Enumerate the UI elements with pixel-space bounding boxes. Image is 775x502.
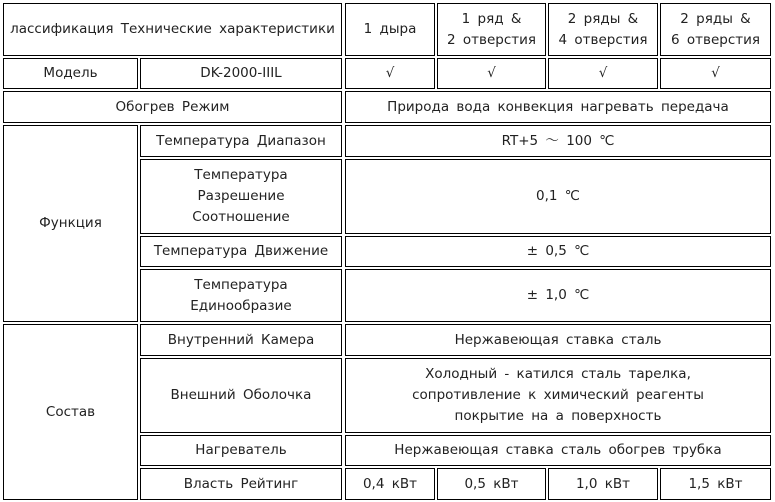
function-row-2-name-line-2: Разрешение	[197, 188, 285, 204]
model-check-1	[345, 58, 435, 89]
header-col-3-line-1: 2 ряды &	[567, 10, 639, 27]
composition-row-2-value-line-1: Холодный - катился сталь тарелка,	[425, 366, 691, 382]
composition-row-1-name-line-1: Внутренний Камера	[167, 331, 315, 348]
function-row-1-name-line-1: Температура Диапазон	[156, 132, 326, 149]
power-rating-name-text: Власть Рейтинг	[183, 475, 299, 492]
power-rating-value-1	[345, 468, 435, 500]
function-row-1-value-text: RT+5 〜 100 ℃	[501, 132, 615, 149]
check-mark: √	[598, 65, 608, 81]
header-classification-text: лассификация Технические характеристики	[10, 21, 335, 37]
power-rating-value-4-text: 1,5 кВт	[688, 475, 743, 492]
model-value	[140, 58, 342, 89]
check-mark: √	[711, 65, 720, 81]
power-rating-value-4	[660, 468, 771, 500]
power-rating-value-1-text: 0,4 кВт	[362, 475, 418, 492]
composition-row-3-name	[140, 435, 342, 466]
function-row-3-value	[345, 236, 771, 267]
composition-row-2-name	[140, 358, 342, 433]
function-row-1-name	[140, 125, 342, 157]
composition-row-2-value-line-2: сопротивление к химический реагенты	[412, 387, 704, 403]
function-row-2-value-text: 0,1 ℃	[536, 188, 580, 204]
function-row-4-value-text: ± 1,0 ℃	[526, 287, 590, 303]
function-row-2-name-line-3: Соотношение	[192, 209, 290, 225]
header-col-3	[548, 3, 658, 56]
function-row-3-name-line-1: Температура Движение	[153, 243, 329, 259]
power-rating-value-3-text: 1,0 кВт	[575, 475, 631, 492]
header-col-4-line-1: 2 ряды &	[680, 10, 751, 27]
header-col-1	[345, 3, 435, 56]
composition-row-1-name	[140, 324, 342, 356]
function-label	[3, 125, 138, 322]
composition-row-3-value-text: Нержавеющая ставка сталь обогрев трубка	[394, 442, 722, 458]
heating-value	[345, 91, 771, 123]
power-rating-value-2	[437, 468, 546, 500]
model-label-text: Модель	[43, 65, 98, 81]
function-row-3-name	[140, 236, 342, 267]
composition-row-2-value-line-3: покрытие на а поверхность	[454, 408, 662, 424]
header-col-4	[660, 3, 771, 56]
function-label-text: Функция	[39, 215, 102, 231]
function-row-4-name-line-2: Единообразие	[190, 297, 292, 314]
model-check-2	[437, 58, 546, 89]
function-row-1-value	[345, 125, 771, 157]
header-col-1-line-1: 1 дыра	[363, 21, 417, 37]
function-row-2-value	[345, 159, 771, 234]
model-check-4	[660, 58, 771, 89]
composition-row-2-value	[345, 358, 771, 433]
heating-label	[3, 91, 342, 123]
check-mark: √	[385, 65, 395, 81]
composition-row-1-value	[345, 324, 771, 356]
model-check-3	[548, 58, 658, 89]
composition-row-1-value-text: Нержавеющая ставка сталь	[454, 331, 662, 348]
composition-row-3-name-line-1: Нагреватель	[195, 442, 287, 458]
function-row-2-name	[140, 159, 342, 234]
check-mark: √	[487, 65, 496, 81]
power-rating-value-3	[548, 468, 658, 500]
model-label	[3, 58, 138, 89]
power-rating-name	[140, 468, 342, 500]
header-col-4-line-2: 6 отверстия	[670, 31, 761, 48]
function-row-4-value	[345, 269, 771, 322]
composition-row-3-value	[345, 435, 771, 466]
header-col-2	[437, 3, 546, 56]
composition-label	[3, 324, 138, 500]
header-col-2-line-2: 2 отверстия	[446, 31, 537, 48]
function-row-4-name-line-1: Температура	[194, 276, 288, 293]
header-col-2-line-1: 1 ряд &	[461, 10, 522, 27]
composition-row-2-name-line-1: Внешний Оболочка	[170, 387, 312, 403]
header-col-3-line-2: 4 отверстия	[558, 31, 648, 48]
function-row-3-value-text: ± 0,5 ℃	[526, 243, 590, 259]
function-row-2-name-line-1: Температура	[194, 167, 288, 183]
function-row-4-name	[140, 269, 342, 322]
composition-label-text: Состав	[45, 403, 96, 420]
header-classification	[3, 3, 342, 56]
power-rating-value-2-text: 0,5 кВт	[464, 475, 519, 492]
heating-value-text: Природа вода конвекция нагревать передача	[387, 98, 729, 115]
model-value-text: DK-2000-IIIL	[200, 65, 282, 81]
heating-label-text: Обогрев Режим	[115, 98, 230, 115]
